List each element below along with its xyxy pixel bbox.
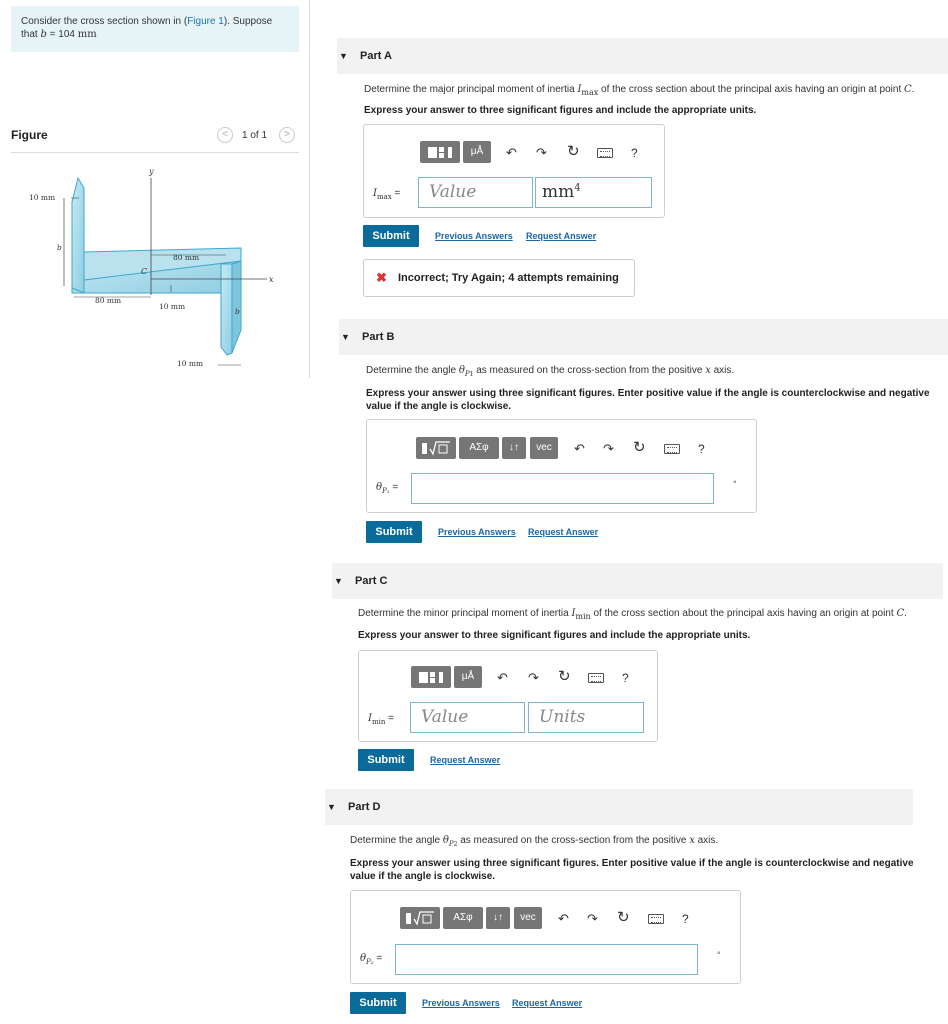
shape-left-flange bbox=[72, 178, 84, 293]
figure-link[interactable]: Figure 1 bbox=[187, 16, 224, 27]
part-d-axis-word: axis. bbox=[694, 835, 719, 846]
part-d-value-input[interactable] bbox=[395, 944, 698, 975]
part-c-value-input[interactable]: Value bbox=[410, 702, 525, 733]
part-b-symbol: θ bbox=[458, 365, 465, 376]
b-variable: b bbox=[40, 28, 47, 40]
part-d-question-pre: Determine the angle bbox=[350, 835, 443, 846]
part-d-var-symbol: θ bbox=[360, 953, 367, 964]
figure-pager-count: 1 of 1 bbox=[242, 130, 268, 141]
part-d-header[interactable] bbox=[325, 789, 913, 825]
template-icon[interactable] bbox=[411, 666, 451, 688]
part-d-var-sub: P₂ bbox=[366, 958, 374, 966]
part-c-var-label: $I_{min}$ = bbox=[368, 713, 394, 726]
greek-symbols-button[interactable]: ΑΣφ bbox=[443, 907, 483, 929]
part-d-answer-box bbox=[350, 890, 741, 984]
part-d-instruction: Express your answer using three significant figures. Enter positive value if the angle is counterclockwise and negative value if the angle is clockwise. bbox=[350, 858, 914, 882]
y-axis-label: y bbox=[149, 167, 154, 176]
undo-icon[interactable]: ↶ bbox=[558, 911, 569, 926]
part-c-instruction: Express your answer to three significant figures and include the appropriate units. bbox=[358, 630, 751, 641]
part-d-question bbox=[350, 834, 940, 849]
keyboard-icon[interactable] bbox=[664, 444, 680, 454]
part-d-sub: P bbox=[448, 840, 454, 848]
undo-icon[interactable]: ↶ bbox=[497, 670, 508, 685]
dim-80mm-bottom-label: 80 mm bbox=[95, 296, 122, 305]
part-b-title: Part B bbox=[362, 331, 395, 343]
part-b-var-symbol: θ bbox=[376, 482, 383, 493]
part-d-symbol: θ bbox=[442, 835, 449, 846]
template-root-icon[interactable] bbox=[416, 437, 456, 459]
reset-icon[interactable]: ↻ bbox=[617, 909, 630, 926]
part-c-title: Part C bbox=[355, 575, 388, 587]
part-c-question: Determine the minor principal moment of inertia $I_{min}$ of the cross section about the principal axis having an origin at point C. bbox=[358, 608, 907, 621]
problem-text-mid: ). Suppose that bbox=[21, 16, 273, 40]
keyboard-icon[interactable] bbox=[597, 148, 613, 158]
prev-figure-button[interactable]: < bbox=[217, 127, 233, 143]
part-b-answer-box bbox=[366, 419, 757, 513]
part-a-previous-answers-link[interactable]: Previous Answers bbox=[435, 231, 513, 241]
keyboard-icon[interactable] bbox=[648, 914, 664, 924]
collapse-triangle-icon: ▼ bbox=[339, 51, 348, 61]
part-c-answer-box bbox=[358, 650, 658, 742]
help-button[interactable]: ? bbox=[698, 442, 705, 456]
redo-icon[interactable]: ↷ bbox=[603, 441, 614, 456]
part-a-question: Determine the major principal moment of inertia $I_{max}$ of the cross section about the principal axis having an origin at point C. bbox=[364, 84, 915, 97]
dim-10mm-top: 10 mm bbox=[29, 193, 56, 202]
part-a-feedback bbox=[363, 259, 635, 297]
part-b-axis: x bbox=[705, 365, 711, 376]
arrows-button[interactable]: ↓↑ bbox=[486, 907, 510, 929]
part-a-header[interactable] bbox=[337, 38, 948, 74]
keyboard-icon[interactable] bbox=[588, 673, 604, 683]
part-b-instruction: Express your answer using three significant figures. Enter positive value if the angle is counterclockwise and negative value if the angle is clockwise. bbox=[366, 388, 930, 412]
reset-icon[interactable]: ↻ bbox=[633, 439, 646, 456]
help-button[interactable]: ? bbox=[682, 912, 689, 926]
figure-header bbox=[11, 127, 299, 153]
part-c-units-input[interactable]: Units bbox=[528, 702, 644, 733]
arrows-button[interactable]: ↓↑ bbox=[502, 437, 526, 459]
dim-10mm-bottom-label: 10 mm bbox=[177, 359, 204, 368]
part-b-question-pre: Determine the angle bbox=[366, 365, 459, 376]
part-c-header[interactable] bbox=[332, 563, 943, 599]
units-mu-button[interactable]: μÅ bbox=[454, 666, 482, 688]
part-c-question-post: of the cross section about the principal axis having an origin at point bbox=[590, 608, 897, 619]
x-axis-label: x bbox=[269, 275, 274, 284]
part-a-unit-input[interactable] bbox=[535, 177, 652, 208]
part-c-question-pre: Determine the minor principal moment of inertia bbox=[358, 608, 572, 619]
part-c-request-answer-link[interactable]: Request Answer bbox=[430, 755, 501, 765]
template-icon[interactable] bbox=[420, 141, 460, 163]
template-root-icon[interactable] bbox=[400, 907, 440, 929]
column-divider bbox=[309, 0, 310, 378]
part-a-sub: max bbox=[581, 88, 599, 97]
redo-icon[interactable]: ↷ bbox=[536, 145, 547, 160]
part-a-value-input[interactable]: Value bbox=[418, 177, 533, 208]
next-figure-button[interactable]: > bbox=[279, 127, 295, 143]
help-button[interactable]: ? bbox=[631, 146, 638, 160]
part-a-var-sub: max bbox=[376, 193, 392, 201]
part-c-submit-button[interactable]: Submit bbox=[358, 749, 414, 771]
dim-80mm-top-label: 80 mm bbox=[173, 253, 200, 262]
part-b-var-label: $\theta_{P_1}$ = bbox=[376, 482, 399, 495]
part-a-question-post: of the cross section about the principal axis having an origin at point bbox=[598, 84, 905, 95]
part-b-question bbox=[366, 364, 948, 379]
part-d-title: Part D bbox=[348, 801, 381, 813]
part-b-sub: P bbox=[464, 370, 470, 378]
vec-button[interactable]: vec bbox=[530, 437, 558, 459]
dim-b-left: b bbox=[57, 243, 62, 252]
part-d-axis: x bbox=[689, 835, 695, 846]
part-c-var-symbol: I bbox=[368, 713, 372, 724]
undo-icon[interactable]: ↶ bbox=[574, 441, 585, 456]
part-b-previous-answers-link[interactable]: Previous Answers bbox=[438, 527, 516, 537]
part-a-symbol: I bbox=[577, 84, 582, 95]
part-a-unit: mm bbox=[542, 182, 575, 202]
part-a-question-pre: Determine the major principal moment of inertia bbox=[364, 84, 578, 95]
reset-icon[interactable]: ↻ bbox=[567, 143, 580, 160]
part-c-var-sub: min bbox=[371, 718, 386, 726]
units-mu-button[interactable]: μÅ bbox=[463, 141, 491, 163]
part-c-symbol: I bbox=[571, 608, 576, 619]
problem-statement bbox=[11, 6, 299, 52]
part-b-request-answer-link[interactable]: Request Answer bbox=[528, 527, 599, 537]
part-b-header[interactable] bbox=[339, 319, 948, 355]
collapse-triangle-icon: ▼ bbox=[334, 576, 343, 586]
part-a-submit-button[interactable]: Submit bbox=[363, 225, 419, 247]
part-b-axis-word: axis. bbox=[710, 365, 735, 376]
shape-right-flange bbox=[221, 264, 232, 355]
part-a-var-symbol: I bbox=[373, 188, 377, 199]
undo-icon[interactable]: ↶ bbox=[506, 145, 517, 160]
part-d-question-post: as measured on the cross-section from the positive bbox=[457, 835, 690, 846]
part-d-var-label: $\theta_{P_2}$ = bbox=[360, 953, 383, 966]
figure-title: Figure bbox=[11, 128, 48, 142]
reset-icon[interactable]: ↻ bbox=[558, 668, 571, 685]
degree-symbol: ° bbox=[717, 950, 721, 960]
part-b-var-sub: P₁ bbox=[382, 487, 390, 495]
part-a-point: C bbox=[904, 84, 912, 95]
problem-unit: mm bbox=[77, 28, 97, 40]
part-c-sub: min bbox=[575, 612, 591, 621]
feedback-message: Incorrect; Try Again; 4 attempts remaining bbox=[398, 272, 619, 284]
part-a-request-answer-link[interactable]: Request Answer bbox=[526, 231, 597, 241]
part-b-value-input[interactable] bbox=[411, 473, 714, 504]
redo-icon[interactable]: ↷ bbox=[528, 670, 539, 685]
collapse-triangle-icon: ▼ bbox=[341, 332, 350, 342]
part-a-var-label: $I_{max}$ = bbox=[373, 188, 401, 201]
problem-text: Consider the cross section shown in ( bbox=[21, 16, 188, 27]
part-a-answer-box bbox=[363, 124, 665, 218]
part-b-question-post: as measured on the cross-section from the positive bbox=[473, 365, 706, 376]
redo-icon[interactable]: ↷ bbox=[587, 911, 598, 926]
part-d-submit-button[interactable]: Submit bbox=[350, 992, 406, 1014]
part-a-unit-exp: 4 bbox=[574, 182, 581, 194]
centroid-label: C bbox=[141, 267, 148, 276]
help-button[interactable]: ? bbox=[622, 671, 629, 685]
part-c-point: C bbox=[896, 608, 905, 619]
problem-equals: = 104 bbox=[46, 28, 78, 40]
greek-symbols-button[interactable]: ΑΣφ bbox=[459, 437, 499, 459]
part-d-request-answer-link[interactable]: Request Answer bbox=[512, 998, 583, 1008]
error-x-icon: ✖ bbox=[376, 270, 387, 285]
dim-10mm-mid-label: 10 mm bbox=[159, 302, 186, 311]
part-d-previous-answers-link[interactable]: Previous Answers bbox=[422, 998, 500, 1008]
dim-b-right: b bbox=[235, 307, 240, 316]
part-a-instruction: Express your answer to three significant figures and include the appropriate units. bbox=[364, 105, 757, 116]
degree-symbol: ° bbox=[733, 479, 737, 489]
part-b-subsub: 1 bbox=[469, 371, 474, 378]
collapse-triangle-icon: ▼ bbox=[327, 802, 336, 812]
part-b-submit-button[interactable]: Submit bbox=[366, 521, 422, 543]
vec-button[interactable]: vec bbox=[514, 907, 542, 929]
cross-section-figure bbox=[11, 160, 301, 375]
part-a-title: Part A bbox=[360, 50, 392, 62]
part-d-subsub: 2 bbox=[453, 841, 458, 848]
